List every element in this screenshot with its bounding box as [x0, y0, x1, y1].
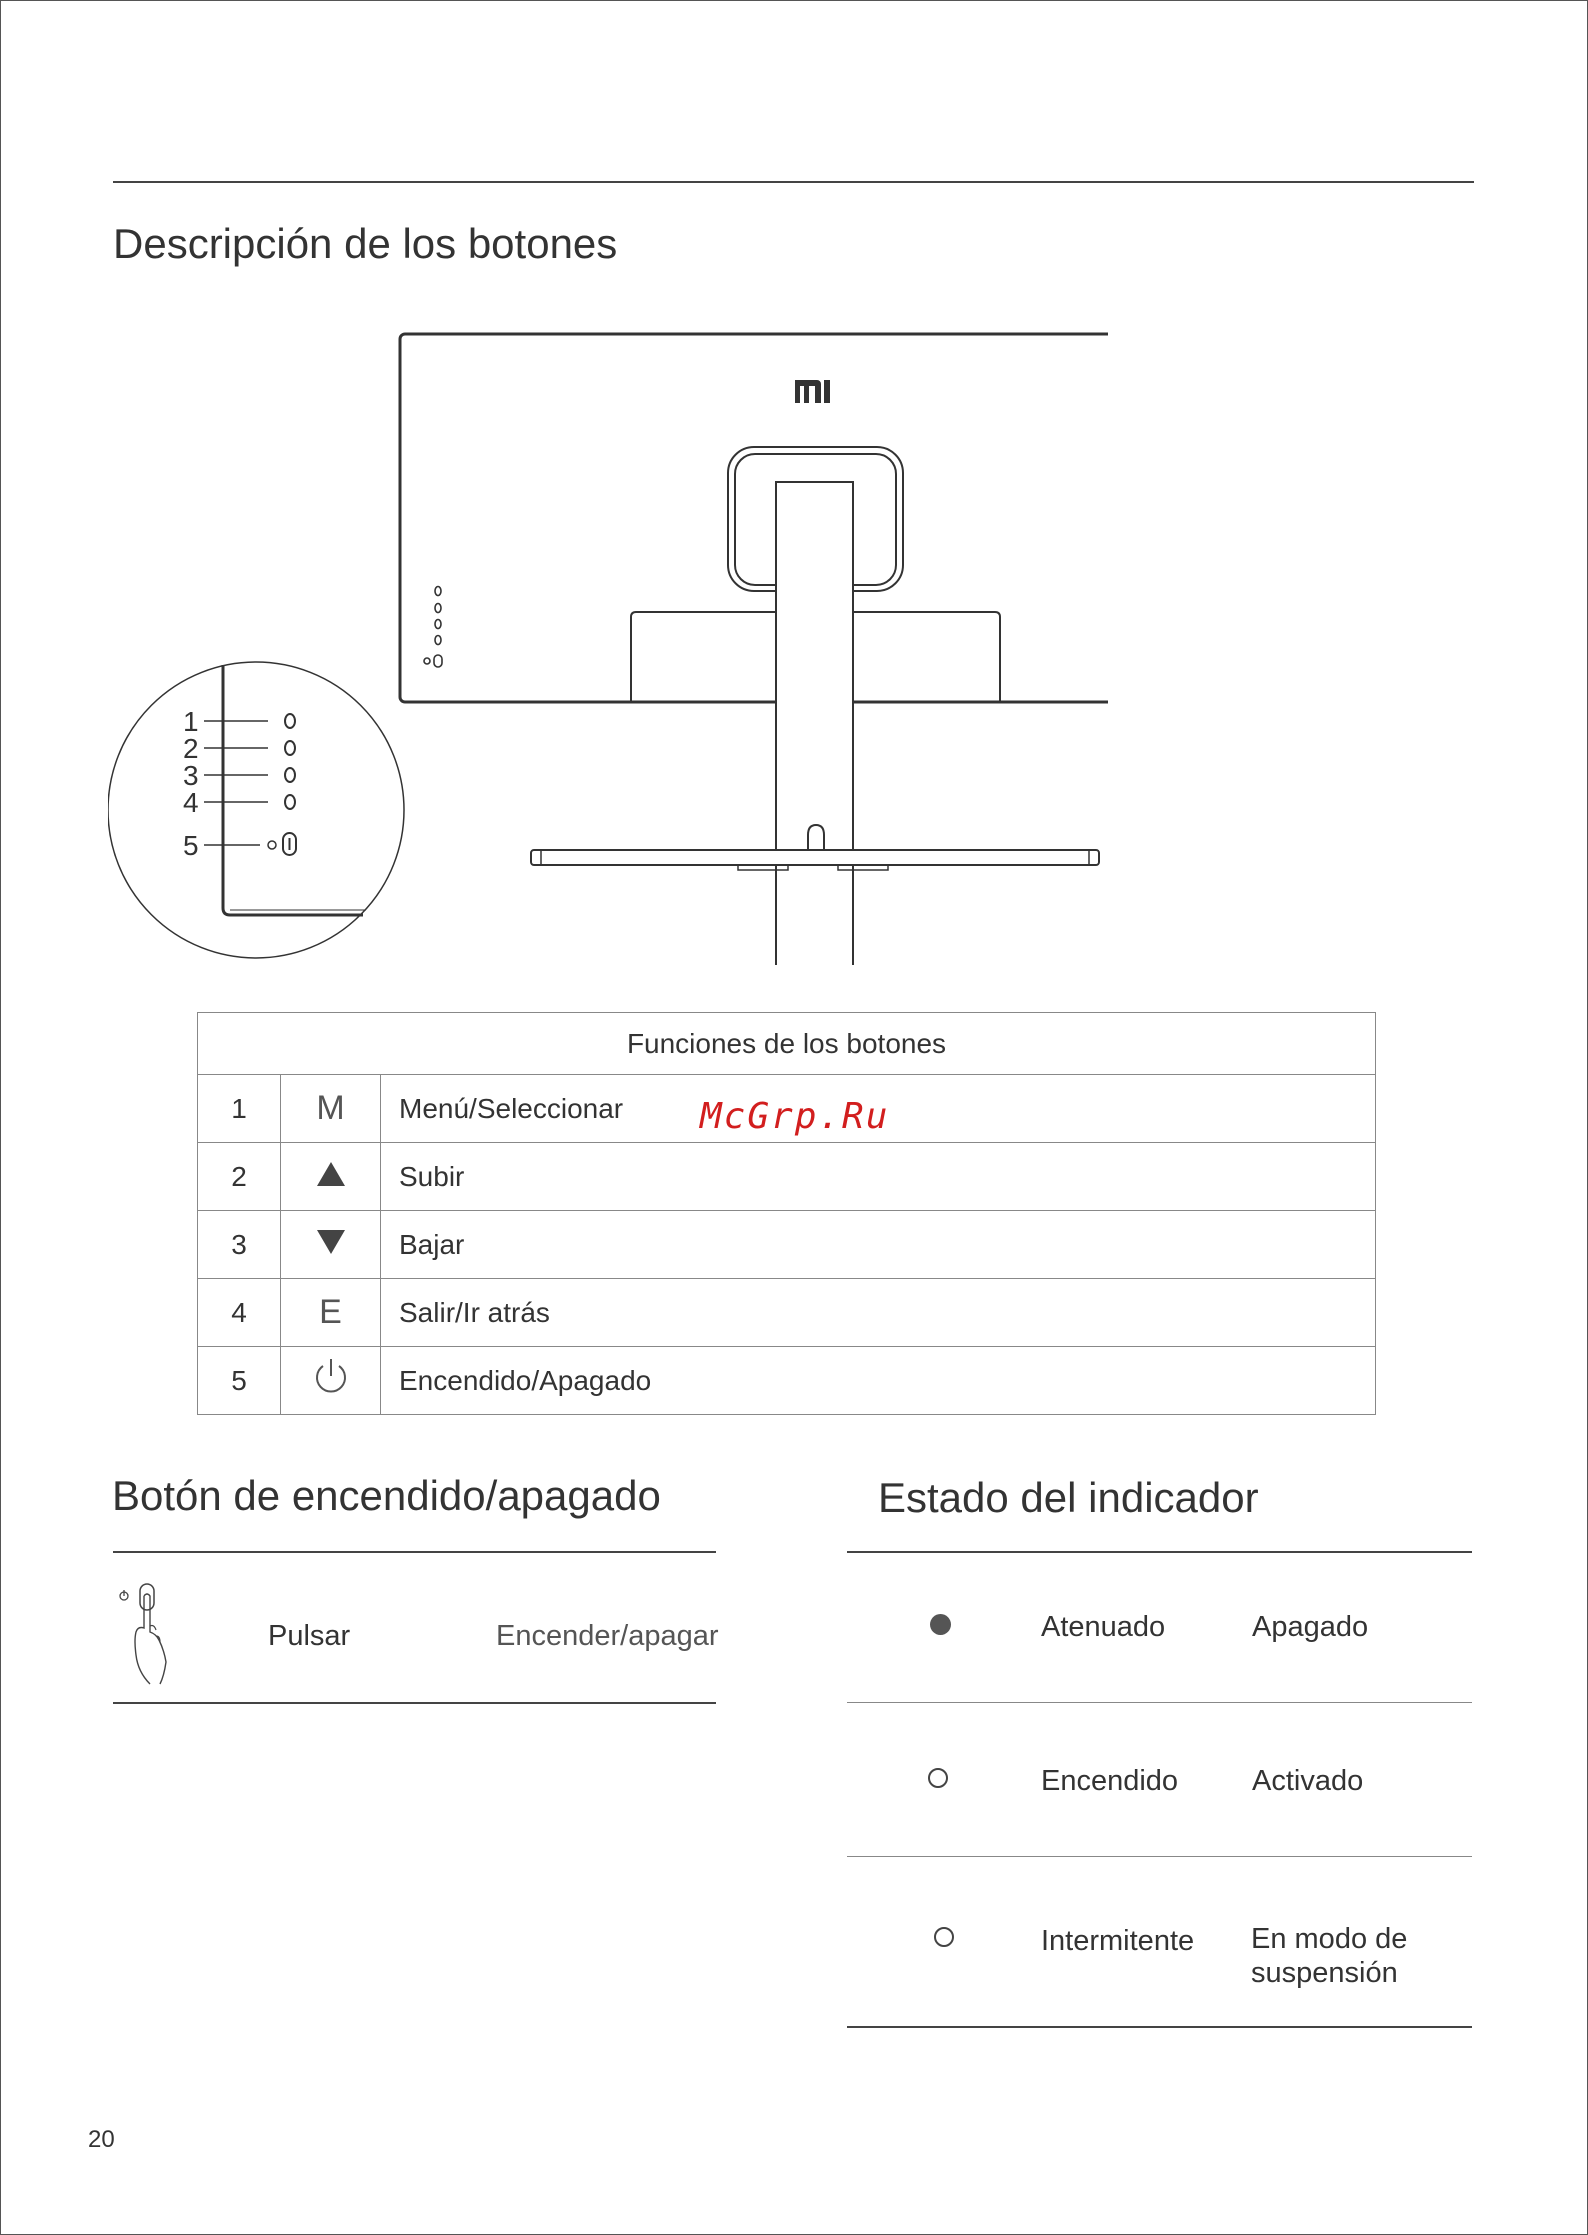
- table-row: 3 Bajar: [198, 1211, 1376, 1279]
- stand-neck: [776, 482, 853, 965]
- monitor-frame: [400, 334, 1108, 702]
- page-title: Descripción de los botones: [113, 220, 618, 267]
- indicator-rule-top: [847, 1551, 1472, 1553]
- indicator-state: Encendido: [1041, 1765, 1179, 1797]
- indicator-rule-bottom: [847, 2026, 1472, 2028]
- press-result: Encender/apagar: [496, 1620, 719, 1652]
- indicator-meaning: Apagado: [1252, 1611, 1369, 1643]
- table-row: 2 Subir: [198, 1143, 1376, 1211]
- menu-icon: M: [281, 1075, 381, 1143]
- finger-press-icon: [116, 1580, 176, 1688]
- table-row: 4 E Salir/Ir atrás: [198, 1279, 1376, 1347]
- power-rule-top: [113, 1551, 716, 1553]
- callout-1: 1: [183, 706, 199, 737]
- indicator-state: Intermitente: [1041, 1925, 1195, 1957]
- indicator-heading: Estado del indicador: [878, 1474, 1259, 1521]
- dimmed-indicator-icon: [930, 1614, 951, 1635]
- callout-2: 2: [183, 733, 199, 764]
- callout-4: 4: [183, 787, 199, 818]
- callout-5: 5: [183, 830, 199, 861]
- blinking-indicator-icon: [934, 1927, 954, 1947]
- top-rule: [113, 181, 1474, 183]
- indicator-state: Atenuado: [1041, 1611, 1166, 1643]
- indicator-meaning: Activado: [1252, 1765, 1364, 1797]
- indicator-divider: [847, 1856, 1472, 1857]
- indicator-divider: [847, 1702, 1472, 1703]
- press-action: Pulsar: [268, 1620, 351, 1652]
- up-arrow-icon: [316, 1161, 346, 1187]
- mi-logo: [795, 380, 830, 403]
- monitor-buttons: [424, 587, 442, 668]
- callout-3: 3: [183, 760, 199, 791]
- down-arrow-icon: [316, 1229, 346, 1255]
- table-header: Funciones de los botones: [198, 1013, 1376, 1075]
- power-icon: [311, 1356, 351, 1396]
- on-indicator-icon: [928, 1768, 948, 1788]
- table-row: 1 M Menú/Seleccionar: [198, 1075, 1376, 1143]
- monitor-back-diagram: [108, 325, 1108, 965]
- indicator-meaning: En modo de suspensión: [1251, 1923, 1408, 1989]
- button-functions-table: [197, 1012, 1376, 1415]
- table-row: 5 Encendido/Apagado: [198, 1347, 1376, 1415]
- page-number: 20: [88, 2126, 115, 2153]
- power-rule-bottom: [113, 1702, 716, 1704]
- stand-base: [531, 850, 1099, 865]
- watermark: McGrp.Ru: [700, 1096, 890, 1137]
- power-button-heading: Botón de encendido/apagado: [112, 1472, 661, 1519]
- exit-icon: E: [281, 1279, 381, 1347]
